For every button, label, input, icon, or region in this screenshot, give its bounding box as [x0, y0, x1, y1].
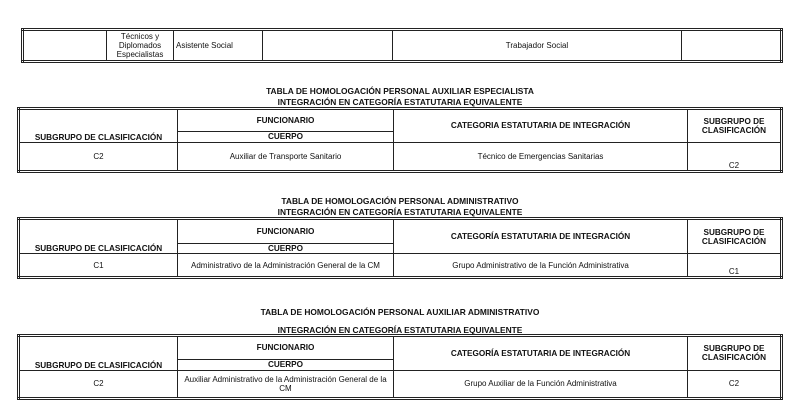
- header-funcionario: FUNCIONARIO: [178, 109, 394, 132]
- fragment-cell-5: Trabajador Social: [393, 30, 682, 62]
- cell-subgrupo-right: C2: [688, 370, 782, 398]
- homologation-table: [17, 334, 783, 400]
- header-categoria: CATEGORIA ESTATUTARIA DE INTEGRACIÓN: [394, 109, 688, 143]
- fragment-cell-2: Técnicos y Diplomados Especialistas: [107, 30, 174, 62]
- cell-subgrupo: C2: [19, 370, 178, 398]
- table-title-line2: INTEGRACIÓN EN CATEGORÍA ESTATUTARIA EQUIVALENTE: [277, 96, 523, 107]
- homologation-table: [17, 107, 783, 173]
- cell-cuerpo: Auxiliar de Transporte Sanitario: [178, 142, 394, 171]
- cell-categoria: Técnico de Emergencias Sanitarias: [394, 142, 688, 171]
- cell-categoria: Grupo Auxiliar de la Función Administrativa: [394, 370, 688, 398]
- table-title: [100, 196, 700, 217]
- homologation-table: [17, 217, 783, 279]
- header-subgrupo-right: SUBGRUPO DE CLASIFICACIÓN: [688, 109, 782, 143]
- fragment-cell-1: [23, 30, 107, 62]
- header-categoria: CATEGORÍA ESTATUTARIA DE INTEGRACIÓN: [394, 336, 688, 371]
- fragment-cell-6: [682, 30, 782, 62]
- cell-cuerpo: Administrativo de la Administración General de la CM: [178, 254, 394, 278]
- table-title-line1: TABLA DE HOMOLOGACIÓN PERSONAL ADMINISTRATIVO: [281, 196, 519, 206]
- cell-categoria: Grupo Administrativo de la Función Administrativa: [394, 254, 688, 278]
- fragment-cell-4: [263, 30, 393, 62]
- header-subgrupo: SUBGRUPO DE CLASIFICACIÓN: [19, 219, 178, 254]
- header-cuerpo: CUERPO: [178, 243, 394, 254]
- header-subgrupo-right: SUBGRUPO DE CLASIFICACIÓN: [688, 219, 782, 254]
- fragment-cell-3: Asistente Social: [174, 30, 263, 62]
- header-categoria: CATEGORÍA ESTATUTARIA DE INTEGRACIÓN: [394, 219, 688, 254]
- header-cuerpo: CUERPO: [178, 132, 394, 143]
- cell-subgrupo: C2: [19, 142, 178, 171]
- cell-subgrupo-right: C2: [688, 142, 782, 171]
- table-title-line2: INTEGRACIÓN EN CATEGORÍA ESTATUTARIA EQUIVALENTE: [277, 206, 523, 217]
- header-cuerpo: CUERPO: [178, 359, 394, 370]
- header-subgrupo: SUBGRUPO DE CLASIFICACIÓN: [19, 336, 178, 371]
- header-funcionario: FUNCIONARIO: [178, 219, 394, 244]
- table-title-line2: INTEGRACIÓN EN CATEGORÍA ESTATUTARIA EQUIVALENTE: [277, 325, 523, 335]
- cell-subgrupo-right: C1: [688, 254, 782, 278]
- table-title-line1: TABLA DE HOMOLOGACIÓN PERSONAL AUXILIAR ADMINISTRATIVO: [260, 307, 540, 317]
- cell-cuerpo: Auxiliar Administrativo de la Administración General de la CM: [178, 370, 394, 398]
- header-funcionario: FUNCIONARIO: [178, 336, 394, 360]
- table-title-line1: TABLA DE HOMOLOGACIÓN PERSONAL AUXILIAR ESPECIALISTA: [266, 86, 534, 96]
- cell-subgrupo: C1: [19, 254, 178, 278]
- header-subgrupo: SUBGRUPO DE CLASIFICACIÓN: [19, 109, 178, 143]
- header-subgrupo-right: SUBGRUPO DE CLASIFICACIÓN: [688, 336, 782, 371]
- table-title: [100, 86, 700, 107]
- previous-table-fragment: [21, 28, 783, 63]
